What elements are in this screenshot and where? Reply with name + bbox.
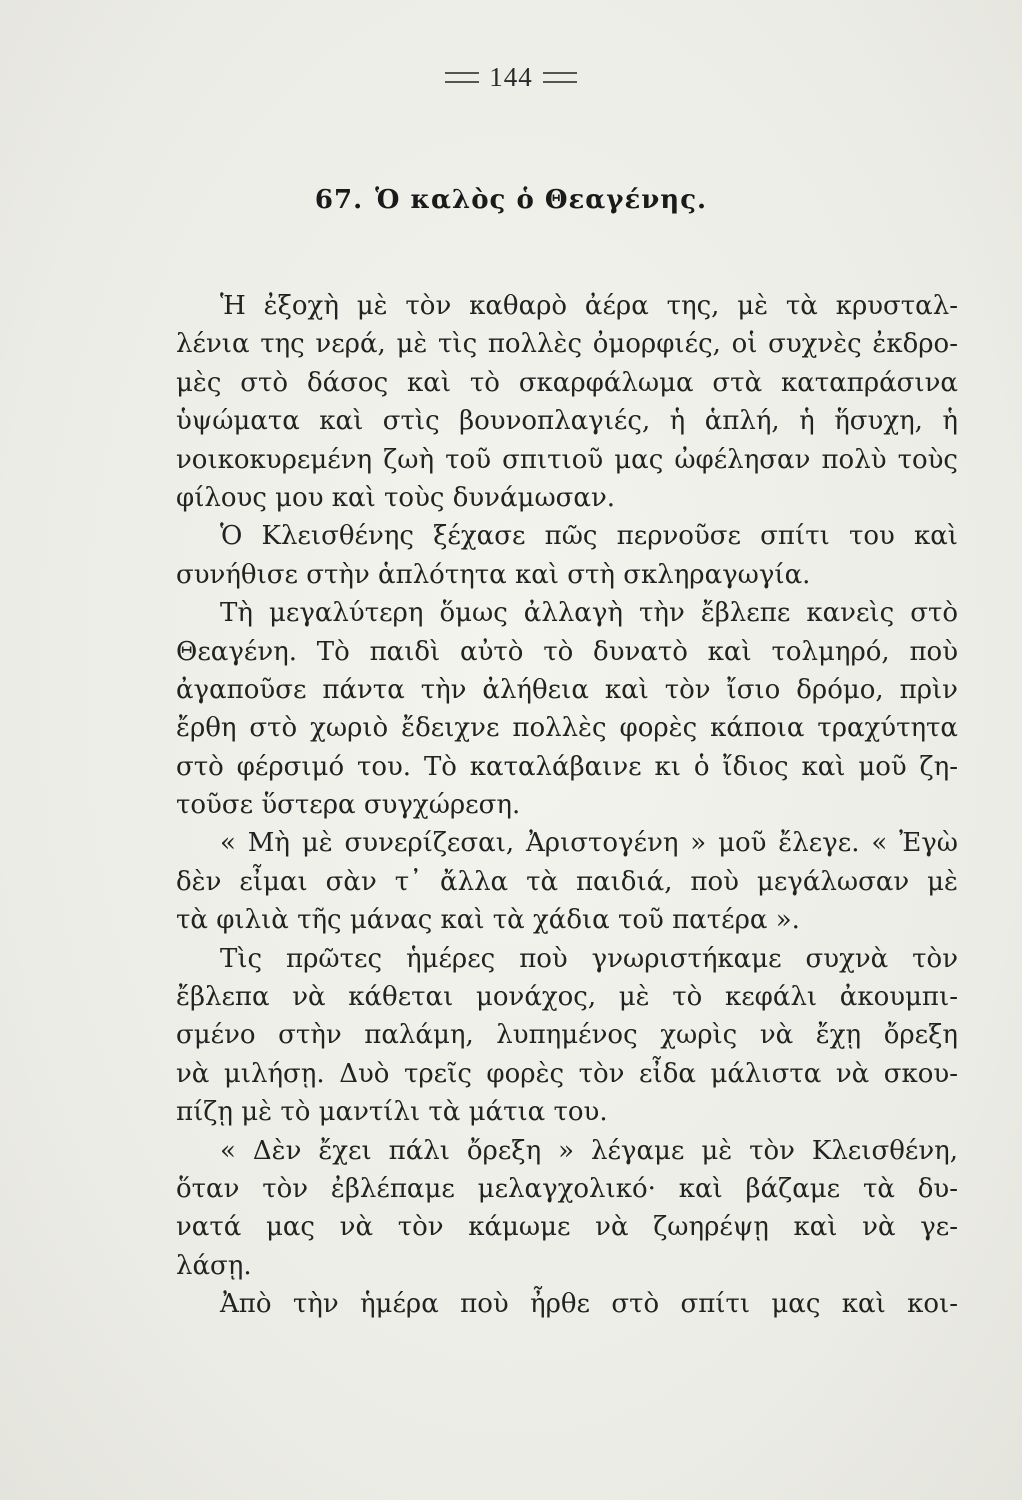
page-number: 144 [489, 62, 533, 92]
text-line: νατά μας νὰ τὸν κάμωμε νὰ ζωηρέψῃ καὶ νὰ γε- [176, 1212, 958, 1243]
text-line: ἔρθη στὸ χωριὸ ἔδειχνε πολλὲς φορὲς κάποια τραχύτητα [176, 713, 958, 744]
text-line: Ἡ ἐξοχὴ μὲ τὸν καθαρὸ ἀέρα της, μὲ τὰ κρυσταλ- [220, 291, 958, 321]
text-line: ὑψώματα καὶ στὶς βουνοπλαγιές, ἡ ἁπλή, ἡ ἥσυχη, ἡ [176, 406, 958, 437]
body-text [176, 287, 958, 1324]
text-line: φίλους μου καὶ τοὺς δυνάμωσαν. [176, 482, 616, 513]
header-rule-right [543, 72, 577, 83]
text-line: στὸ φέρσιμό του. Τὸ καταλάβαινε κι ὁ ἴδιος καὶ μοῦ ζη- [176, 751, 958, 782]
chapter-heading [0, 185, 1022, 215]
text-line: τὰ φιλιὰ τῆς μάνας καὶ τὰ χάδια τοῦ πατέρα ». [176, 905, 800, 936]
text-line: νὰ μιλήσῃ. Δυὸ τρεῖς φορὲς τὸν εἶδα μάλιστα νὰ σκου- [176, 1058, 958, 1089]
text-line: Ἀπὸ τὴν ἡμέρα ποὺ ἦρθε στὸ σπίτι μας καὶ κοι- [220, 1289, 958, 1320]
text-line: ὅταν τὸν ἐβλέπαμε μελαγχολικό· καὶ βάζαμε τὰ δυ- [176, 1173, 958, 1204]
text-line: δὲν εἶμαι σὰν τ᾽ ἄλλα τὰ παιδιά, ποὺ μεγάλωσαν μὲ [176, 866, 958, 897]
text-line: Ὁ Κλεισθένης ξέχασε πῶς περνοῦσε σπίτι του καὶ [220, 521, 958, 552]
text-line: ἀγαποῦσε πάντα τὴν ἀλήθεια καὶ τὸν ἴσιο δρόμο, πρὶν [176, 674, 958, 705]
text-line: Τὶς πρῶτες ἡμέρες ποὺ γνωριστήκαμε συχνὰ τὸν [220, 943, 958, 974]
text-line: πίζῃ μὲ τὸ μαντίλι τὰ μάτια του. [176, 1097, 608, 1128]
text-line: λάσῃ. [176, 1250, 252, 1281]
header-rule-left [445, 72, 479, 83]
text-line: « Μὴ μὲ συνερίζεσαι, Ἀριστογένη » μοῦ ἔλεγε. « Ἐγὼ [220, 828, 958, 859]
text-line: μὲς στὸ δάσος καὶ τὸ σκαρφάλωμα στὰ καταπράσινα [176, 367, 958, 398]
text-line: τοῦσε ὕστερα συγχώρεση. [176, 790, 521, 821]
text-line: συνήθισε στὴν ἁπλότητα καὶ στὴ σκληραγωγία. [176, 559, 811, 590]
text-line: νοικοκυρεμένη ζωὴ τοῦ σπιτιοῦ μας ὠφέλησαν πολὺ τοὺς [176, 444, 958, 475]
page-header [0, 62, 1022, 93]
chapter-title: Ὁ καλὸς ὁ Θεαγένης. [375, 185, 708, 215]
text-line: « Δὲν ἔχει πάλι ὄρεξη » λέγαμε μὲ τὸν Κλεισθένη, [220, 1135, 958, 1166]
text-line: σμένο στὴν παλάμη, λυπημένος χωρὶς νὰ ἔχῃ ὄρεξη [176, 1020, 958, 1051]
chapter-number: 67. [314, 185, 364, 215]
text-line: λένια της νερά, μὲ τὶς πολλὲς ὀμορφιές, οἱ συχνὲς ἐκδρο- [176, 329, 958, 360]
text-line: Τὴ μεγαλύτερη ὅμως ἀλλαγὴ τὴν ἔβλεπε κανεὶς στὸ [220, 598, 958, 629]
text-line: Θεαγένη. Τὸ παιδὶ αὐτὸ τὸ δυνατὸ καὶ τολμηρό, ποὺ [176, 636, 958, 667]
text-line: ἔβλεπα νὰ κάθεται μονάχος, μὲ τὸ κεφάλι ἀκουμπι- [176, 982, 958, 1013]
